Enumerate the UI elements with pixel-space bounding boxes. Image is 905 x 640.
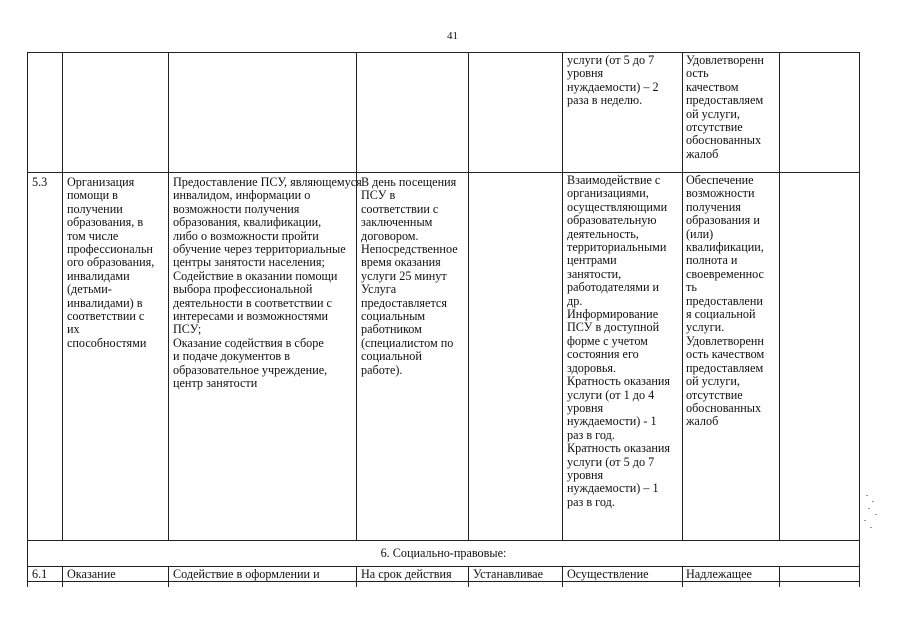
row-divider [28,540,859,541]
column-divider [62,566,63,587]
services-table [27,52,860,587]
column-divider [468,566,469,587]
service-quality-cell: Надлежащее [686,567,752,581]
column-divider [682,566,683,587]
row-number: 5.3 [32,175,48,189]
service-conditions-cell: Взаимодействие с организациями, осуществляющими образовательную деятельность, территориальными центрами занятости, работодателями и др. Информирование ПСУ в доступной форме с учетом состояния его здоровья. Кратность оказания услуги (от 1 до 4 уровня нуждаемости) - 1 раз в год. Кратность оказания услуги (от 5 до 7 уровня нуждаемости) – 1 раз в год. [567,173,671,509]
column-divider [562,566,563,587]
service-quality-cell: Обеспечение возможности получения образования и (или) квалификации, полнота и своевременнос ть предоставлени я социальной услуги. Удовлетворенн ость качеством предоставляем ой услуги, отсутствие обоснованных жалоб [686,173,765,429]
service-description-cell: Содействие в оформлении и [173,567,320,581]
service-duration-cell: На срок действия [361,567,452,581]
service-duration-cell: В день посещения ПСУ в соответствии с заключенным договором. Непосредственное время оказания услуги 25 минут Услуга предоставляется социальным работником (специалистом по социальной работе). [361,175,458,377]
column-divider [356,566,357,587]
scan-speck [872,501,874,502]
section-heading: 6. Социально-правовые: [380,546,507,560]
column-divider [562,52,563,540]
service-term-cell: Устанавливае [473,567,543,581]
column-divider [779,52,780,540]
column-divider [468,52,469,540]
service-description-cell: Предоставление ПСУ, являющемуся инвалидом, информации о возможности получения образования, квалификации, либо о возможности пройти обучение через территориальные центры занятости населения; Содействие в оказании помощи выбора профессиональной деятельности в соответствии с интересами и возможностями ПСУ; Оказание содействия в сборе и подаче документов в образовательное учреждение, центр занятости [173,175,362,391]
page-number: 41 [447,30,458,42]
scan-speck [864,520,866,521]
column-divider [62,52,63,540]
continued-quality-cell: Удовлетворенн ость качеством предоставляем ой услуги, отсутствие обоснованных жалоб [686,53,764,161]
row-number: 6.1 [32,567,48,581]
service-conditions-cell: Осуществление [567,567,649,581]
scan-speck [868,508,870,509]
column-divider [779,566,780,587]
column-divider [168,566,169,587]
column-divider [682,52,683,540]
scan-speck [875,514,877,515]
service-name-cell: Оказание [67,567,116,581]
service-name-cell: Организация помощи в получении образования, в том числе профессиональн ого образования, инвалидами (детьми- инвалидами) в соответствии с их способностями [67,175,155,350]
continued-conditions-cell: услуги (от 5 до 7 уровня нуждаемости) – 2 раза в неделю. [567,53,659,108]
scan-speck [866,495,868,496]
column-divider [168,52,169,540]
scan-speck [870,527,872,528]
